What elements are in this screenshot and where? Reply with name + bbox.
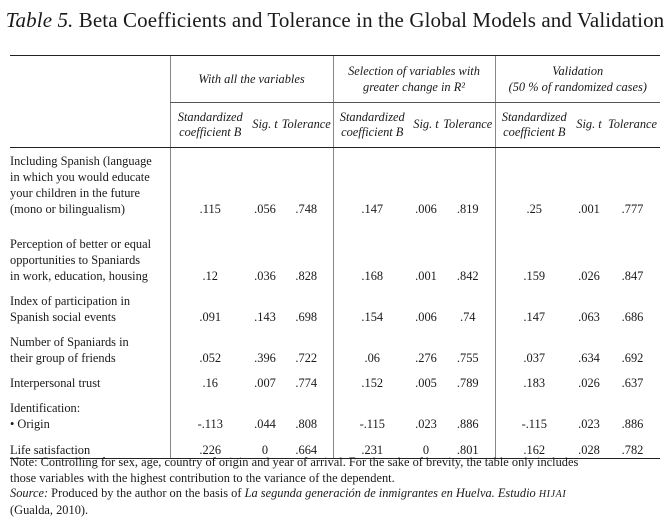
value-cell: .847 xyxy=(621,268,644,283)
subheader-sig: Sig. t xyxy=(573,103,605,148)
value-cell: .168 xyxy=(333,217,411,284)
row-label-line: Including Spanish (language xyxy=(10,153,152,168)
row-label-line: (mono or bilingualism) xyxy=(10,201,125,216)
table-row xyxy=(10,284,660,325)
value-cell: .007 xyxy=(254,375,276,390)
value-cell: .023 xyxy=(578,416,600,431)
subheader-sig: Sig. t xyxy=(411,103,441,148)
note-line-2: those variables with the highest contribution to the variance of the dependent. xyxy=(10,470,395,485)
row-label-line: Spanish social events xyxy=(10,309,116,324)
value-cell: .886 xyxy=(621,416,644,431)
subheader-tolerance: Tolerance xyxy=(280,103,333,148)
value-cell: .886 xyxy=(456,416,479,431)
value-cell: .143 xyxy=(254,309,276,324)
value-cell: .16 xyxy=(170,366,250,391)
value-cell: .755 xyxy=(456,350,479,365)
value-cell: .154 xyxy=(333,284,411,325)
subheader-sig: Sig. t xyxy=(250,103,280,148)
value-cell: .226 xyxy=(170,432,250,459)
row-label-line: in which you would educate xyxy=(10,169,150,184)
value-cell: .686 xyxy=(621,309,644,324)
value-cell: .023 xyxy=(415,416,437,431)
value-cell: .774 xyxy=(295,375,318,390)
row-label-line: Index of participation in xyxy=(10,293,131,308)
table-notes xyxy=(10,455,665,518)
coef-line2: coefficient B xyxy=(503,125,566,139)
source-work-title: La segunda generación de inmigrantes en Huelva. Estudio xyxy=(244,486,536,500)
table-row xyxy=(10,148,660,218)
row-label-line: in work, education, housing xyxy=(10,268,148,283)
value-cell: .782 xyxy=(605,432,660,459)
source-line-1 xyxy=(10,486,665,503)
row-label xyxy=(10,284,170,325)
value-cell: .063 xyxy=(578,309,600,324)
value-cell: 0 xyxy=(411,432,441,459)
coefficients-table xyxy=(10,55,660,459)
value-cell: .842 xyxy=(456,268,479,283)
row-label-line: Interpersonal trust xyxy=(10,375,101,390)
value-cell: .634 xyxy=(578,350,600,365)
row-label-line: • Origin xyxy=(10,416,50,431)
value-cell: .091 xyxy=(170,284,250,325)
value-cell: .819 xyxy=(456,201,479,216)
row-label-line: opportunities to Spaniards xyxy=(10,252,141,267)
header-blank-cell xyxy=(10,56,170,103)
subheader-coefficient xyxy=(333,103,411,148)
subheader-coefficient xyxy=(495,103,573,148)
value-cell: .026 xyxy=(578,268,600,283)
coef-line2: coefficient B xyxy=(341,125,404,139)
value-cell: .637 xyxy=(621,375,644,390)
value-cell: .115 xyxy=(170,148,250,218)
row-label-line: Perception of better or equal xyxy=(10,236,152,251)
value-cell: .396 xyxy=(254,350,276,365)
value-cell: .036 xyxy=(254,268,276,283)
value-cell: .231 xyxy=(333,432,411,459)
subheader-blank-cell xyxy=(10,103,170,148)
note-line-1: Note: Controlling for sex, age, country of origin and year of arrival. For the sake of brevity, the table only includes xyxy=(10,455,579,469)
group-header-selection xyxy=(333,56,495,103)
subheader-tolerance: Tolerance xyxy=(441,103,495,148)
value-cell: .698 xyxy=(295,309,318,324)
value-cell: .748 xyxy=(295,201,318,216)
group-header-line1: Selection of variables with xyxy=(348,63,480,78)
value-cell: .25 xyxy=(495,148,573,218)
value-cell: .162 xyxy=(495,432,573,459)
value-cell: .276 xyxy=(415,350,437,365)
subheader-row xyxy=(10,103,660,148)
value-cell: .801 xyxy=(441,432,495,459)
row-label-line: your children in the future xyxy=(10,185,141,200)
row-label-line: Number of Spaniards in xyxy=(10,334,129,349)
group-header-line1: Validation xyxy=(552,63,604,78)
value-cell: .052 xyxy=(170,325,250,366)
value-cell: -.113 xyxy=(170,391,250,432)
table-row xyxy=(10,217,660,284)
subheader-tolerance: Tolerance xyxy=(605,103,660,148)
value-cell: .001 xyxy=(415,268,437,283)
value-cell: .006 xyxy=(415,201,437,216)
row-label-line: their group of friends xyxy=(10,350,116,365)
coef-line1: Standardized xyxy=(339,109,405,124)
group-header-line2: greater change in R² xyxy=(363,80,466,94)
value-cell: -.115 xyxy=(495,391,573,432)
value-cell: .12 xyxy=(170,217,250,284)
source-label: Source: xyxy=(10,486,49,500)
value-cell: .005 xyxy=(415,375,437,390)
value-cell: .777 xyxy=(621,201,644,216)
source-line-2: (Gualda, 2010). xyxy=(10,502,89,517)
row-label xyxy=(10,366,170,391)
table-body xyxy=(10,148,660,459)
value-cell: .789 xyxy=(456,375,479,390)
table-row xyxy=(10,325,660,366)
value-cell: 0 xyxy=(250,432,280,459)
value-cell: -.115 xyxy=(333,391,411,432)
value-cell: .159 xyxy=(495,217,573,284)
value-cell: .028 xyxy=(573,432,605,459)
row-label xyxy=(10,148,170,218)
table-row xyxy=(10,366,660,391)
value-cell: .722 xyxy=(295,350,318,365)
value-cell: .037 xyxy=(495,325,573,366)
value-cell: .74 xyxy=(460,309,476,324)
value-cell: .06 xyxy=(333,325,411,366)
table-row xyxy=(10,391,660,432)
row-label xyxy=(10,391,170,432)
subheader-coefficient xyxy=(170,103,250,148)
row-label xyxy=(10,325,170,366)
value-cell: .692 xyxy=(621,350,644,365)
value-cell: .001 xyxy=(578,201,600,216)
value-cell: .147 xyxy=(333,148,411,218)
value-cell: .056 xyxy=(254,201,276,216)
group-header-line2: (50 % of randomized cases) xyxy=(508,80,647,94)
table-title xyxy=(0,8,670,33)
row-label xyxy=(10,217,170,284)
value-cell: .808 xyxy=(295,416,318,431)
value-cell: .183 xyxy=(495,366,573,391)
group-header-validation xyxy=(495,56,660,103)
value-cell: .828 xyxy=(295,268,318,283)
coef-line2: coefficient B xyxy=(179,125,242,139)
table-number: Table 5. xyxy=(5,8,74,32)
table-title-text: Beta Coefficients and Tolerance in the Global Models and Validation xyxy=(78,8,665,32)
group-header-line1: With all the variables xyxy=(198,71,305,86)
coef-line1: Standardized xyxy=(501,109,567,124)
value-cell: .152 xyxy=(333,366,411,391)
row-label-line: Life satisfaction xyxy=(10,442,91,457)
value-cell: .664 xyxy=(280,432,333,459)
value-cell: .026 xyxy=(578,375,600,390)
source-acronym: HIJAI xyxy=(538,489,567,500)
coef-line1: Standardized xyxy=(177,109,243,124)
value-cell: .147 xyxy=(495,284,573,325)
row-label-line: Identification: xyxy=(10,400,81,415)
group-header-row xyxy=(10,56,660,103)
value-cell: .044 xyxy=(254,416,276,431)
value-cell: .006 xyxy=(415,309,437,324)
group-header-all-variables xyxy=(170,56,333,103)
source-text: Produced by the author on the basis of xyxy=(48,486,245,500)
